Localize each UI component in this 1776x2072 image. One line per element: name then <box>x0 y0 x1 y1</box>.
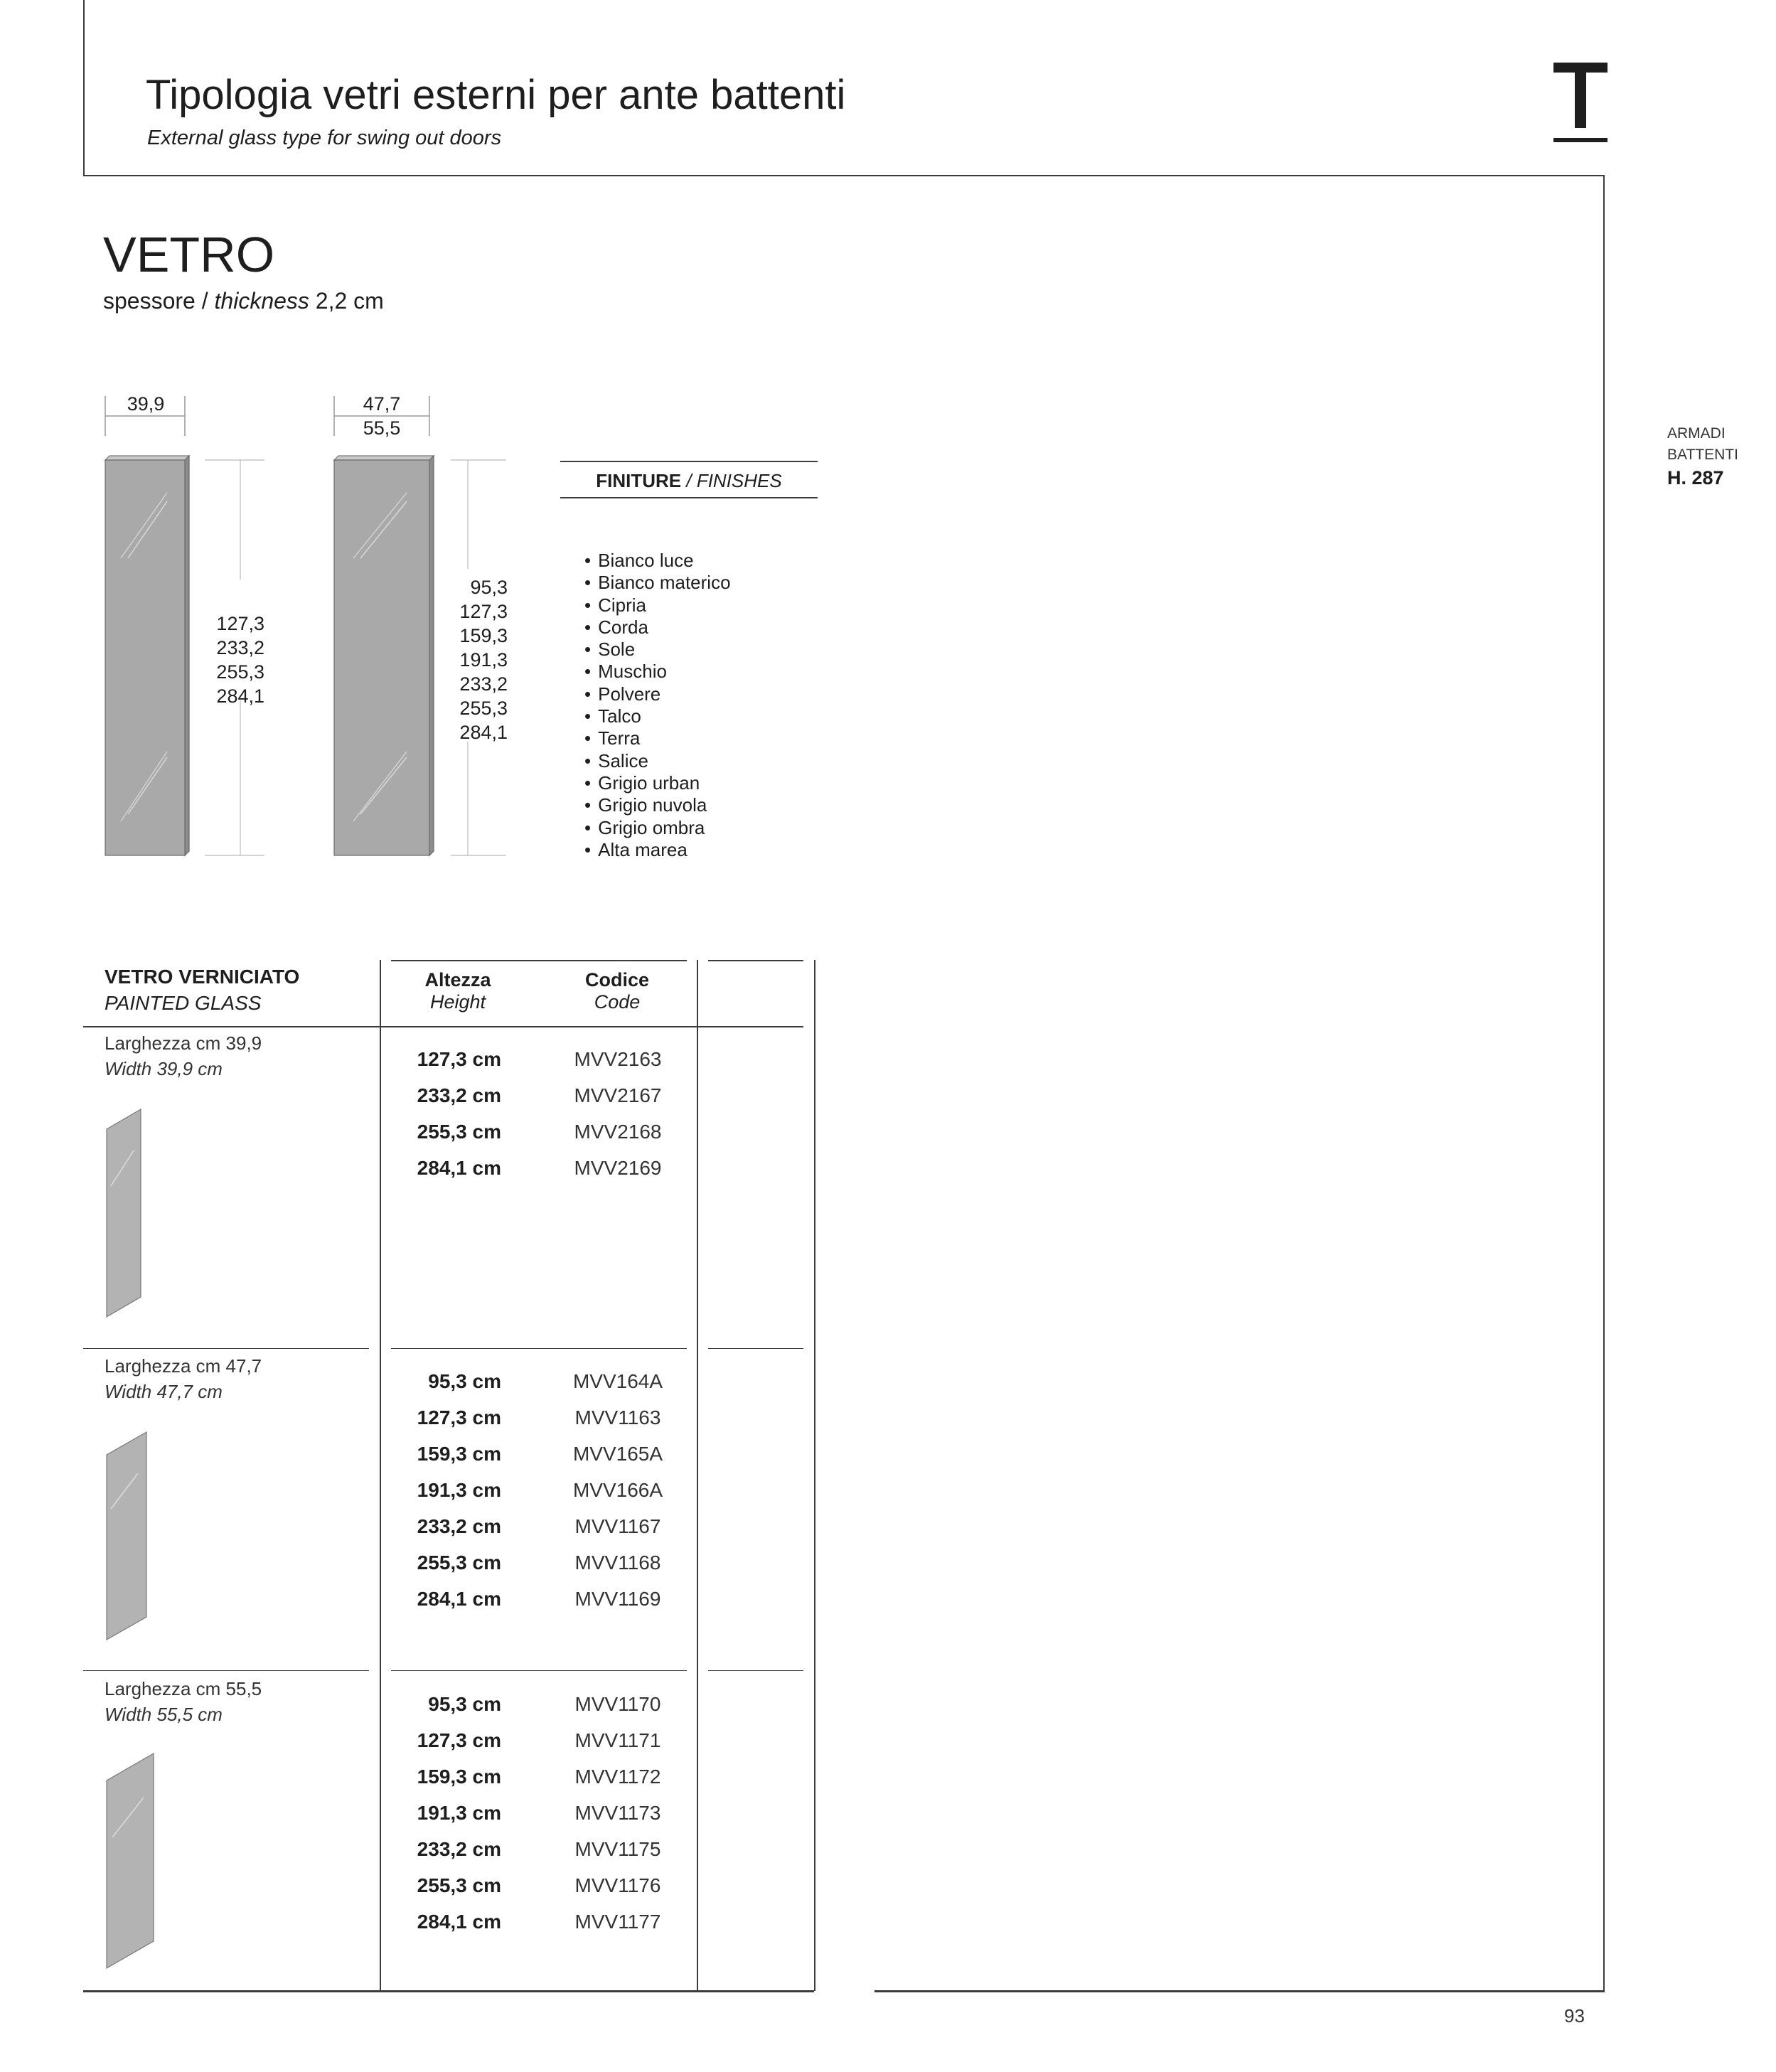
group-label: Larghezza cm 39,9 Width 39,9 cm <box>105 1032 262 1079</box>
group-rule-mid <box>391 1670 687 1671</box>
brand-logo-icon <box>1553 50 1610 128</box>
finish-item: • Grigio nuvola <box>584 794 731 816</box>
panel-small-height: 127,3 <box>216 613 264 634</box>
panel-large-width: 47,7 <box>363 393 401 415</box>
finish-item: • Bianco materico <box>584 572 731 594</box>
glass-thumbnail-icon <box>105 1431 151 1648</box>
finishes-title: FINITURE / FINISHES <box>596 470 782 491</box>
table-vrule-3 <box>814 960 815 1991</box>
finish-item: • Grigio ombra <box>584 817 731 839</box>
finishes-list <box>584 550 731 861</box>
frame-right <box>1603 175 1605 1992</box>
frame-bottom-left <box>83 1990 814 1992</box>
group-rule-left <box>83 1670 369 1671</box>
group-rule-right <box>708 1348 803 1349</box>
panel-large-heights <box>448 575 508 744</box>
panel-large-height: 284,1 <box>459 722 508 743</box>
panel-large-height: 127,3 <box>459 601 508 622</box>
table-title: VETRO VERNICIATO <box>105 966 300 988</box>
table-vrule-1 <box>380 960 381 1991</box>
panel-small-height: 284,1 <box>216 685 264 707</box>
side-tab-line3: H. 287 <box>1667 467 1724 488</box>
panel-small-height: 233,2 <box>216 637 264 658</box>
panel-large-width: 55,5 <box>363 417 401 439</box>
product-thickness: spessore / thickness 2,2 cm <box>103 288 384 314</box>
table-top-rule-right <box>708 960 803 961</box>
group-rule-right <box>708 1670 803 1671</box>
frame-left-top <box>83 0 85 176</box>
panel-large-height: 191,3 <box>459 649 508 671</box>
finish-item: • Sole <box>584 639 731 661</box>
finishes-bottom-rule <box>560 497 818 498</box>
panel-large-widths <box>353 392 410 440</box>
glass-thumbnail-icon <box>105 1752 158 1976</box>
finish-item: • Corda <box>584 616 731 639</box>
product-name: VETRO <box>103 227 275 282</box>
panel-large-height: 255,3 <box>459 698 508 719</box>
glass-thumbnail-icon <box>105 1108 145 1325</box>
table-header-rule <box>83 1026 803 1027</box>
panel-large-height: 233,2 <box>459 673 508 695</box>
frame-header-rule <box>83 175 1605 176</box>
group-rule-left <box>83 1348 369 1349</box>
group-label: Larghezza cm 47,7 Width 47,7 cm <box>105 1355 262 1402</box>
page-title: Tipologia vetri esterni per ante battenti <box>146 72 846 118</box>
finish-item: • Bianco luce <box>584 550 731 572</box>
side-tab-line1: ARMADI <box>1667 425 1726 442</box>
finish-item: • Polvere <box>584 683 731 705</box>
panel-small-height: 255,3 <box>216 661 264 683</box>
finishes-top-rule <box>560 461 818 462</box>
finish-item: • Salice <box>584 750 731 772</box>
frame-bottom-right <box>874 1990 1605 1992</box>
col-height-header: Altezza Height <box>424 969 491 1013</box>
page-number: 93 <box>1564 2005 1585 2026</box>
finish-item: • Grigio urban <box>584 772 731 794</box>
table-vrule-2 <box>697 960 698 1991</box>
col-code-header: Codice Code <box>584 969 650 1013</box>
finish-item: • Terra <box>584 727 731 749</box>
table-title-en: PAINTED GLASS <box>105 992 262 1014</box>
finish-item: • Muschio <box>584 661 731 683</box>
table-top-rule-mid <box>391 960 687 961</box>
finish-item: • Talco <box>584 705 731 727</box>
page-subtitle: External glass type for swing out doors <box>147 127 502 149</box>
finish-item: • Alta marea <box>584 839 731 861</box>
group-rule-mid <box>391 1348 687 1349</box>
panel-large-height: 95,3 <box>470 577 508 598</box>
panel-large-height: 159,3 <box>459 625 508 646</box>
panel-small-heights <box>206 612 264 708</box>
finish-item: • Cipria <box>584 594 731 616</box>
group-label: Larghezza cm 55,5 Width 55,5 cm <box>105 1678 262 1725</box>
panel-small-width: 39,9 <box>127 393 165 415</box>
side-tab-line2: BATTENTI <box>1667 447 1738 463</box>
